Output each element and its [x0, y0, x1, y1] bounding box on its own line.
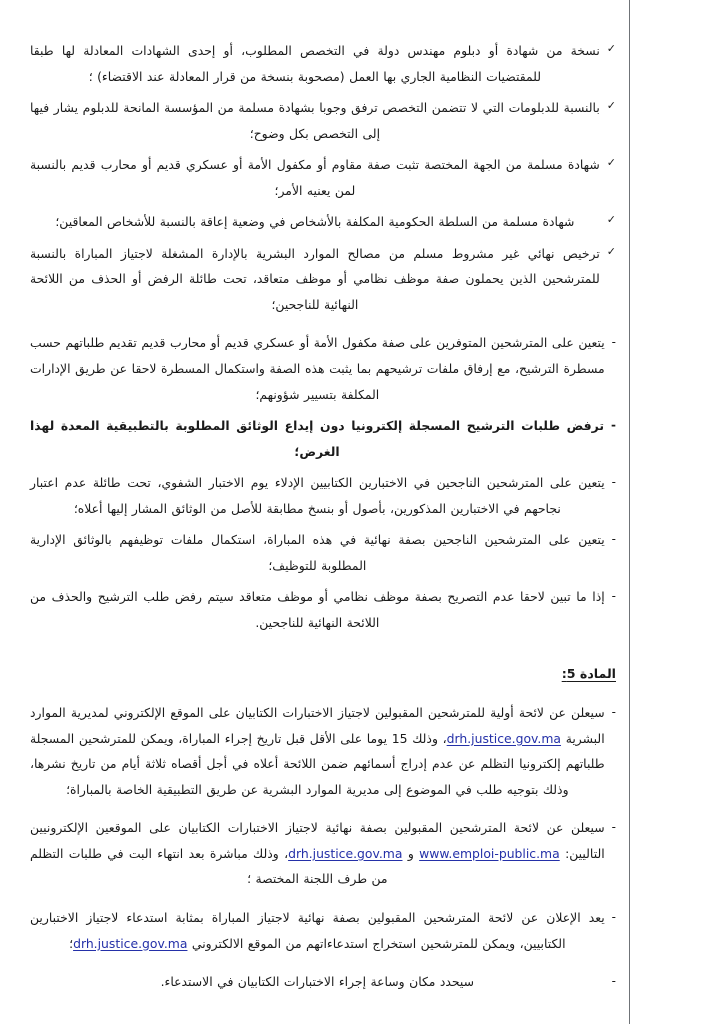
list-item — [30, 470, 616, 521]
dash-icon: - — [611, 418, 616, 433]
list-item-text: شهادة مسلمة من الجهة المختصة تثبت صفة مقاوم أو مكفول الأمة أو عسكري قديم أو محارب قديم بالنسبة لمن يعنيه الأمر؛ — [30, 157, 600, 198]
section-heading-text: المادة 5: — [561, 666, 616, 682]
external-link[interactable]: www.emploi-public.ma — [419, 845, 560, 861]
section-heading-article-5 — [30, 663, 616, 686]
article-5-item — [30, 905, 616, 956]
page-edge-rule — [629, 0, 630, 1024]
list-item-text: نسخة من شهادة أو دبلوم مهندس دولة في التخصص المطلوب، أو إحدى الشهادات المعادلة لها طبقا للمقتضيات النظامية الجاري بها العمل (مصحوبة بنسخة من قرار المعادلة عند الاقتضاء) ؛ — [30, 43, 600, 84]
check-icon: ✓ — [606, 42, 616, 55]
article-5-item-text: يعد الإعلان عن لائحة المترشحين المقبولين بصفة نهائية لاجتياز المباراة بمثابة استدعاء لاجتياز الاختبارين الكتابيين، ويمكن للمترشحين استخراج استدعاءاتهم من الموقع الالكتروني drh.justice.gov.ma؛ — [30, 905, 605, 956]
list-item-text: شهادة مسلمة من السلطة الحكومية المكلفة بالأشخاص في وضعية إعاقة بالنسبة للأشخاص المعاقين؛ — [55, 214, 575, 230]
check-icon: ✓ — [606, 99, 616, 113]
list-item — [30, 527, 616, 578]
article-5-item-text: سيحدد مكان وساعة إجراء الاختبارات الكتابيان في الاستدعاء. — [160, 974, 475, 990]
article-5-item — [30, 700, 616, 802]
list-item-text: يتعين على المترشحين الناجحين بصفة نهائية في هذه المباراة، استكمال ملفات توظيفهم بالوثائق الإدارية المطلوبة للتوظيف؛ — [30, 532, 605, 573]
list-item — [30, 95, 616, 146]
dash-icon: - — [611, 532, 616, 547]
list-item — [30, 584, 616, 635]
list-item — [30, 241, 616, 318]
article-5-item-text: سيعلن عن لائحة أولية للمترشحين المقبولين لاجتياز الاختبارات الكتابيان على الموقع الإلكتروني لمديرية الموارد البشرية drh.justice.gov.ma، وذلك 15 يوما على الأقل قبل تاريخ إجراء المباراة، ويمكن للمترشحين المسجلة طلباتهم إلكترونيا التظلم عن عدم إدراج أسمائهم ضمن اللائحة أعلاه في أجل أقصاه ثلاثة أيام من تاريخ نشرها، وذلك بتوجيه طلب في الموضوع إلى مديرية الموارد البشرية عن طريق التطبيقية الخاصة بالمباراة؛ — [30, 705, 605, 797]
article-5-item — [30, 969, 616, 995]
list-item — [30, 209, 616, 235]
list-item-text: يتعين على المترشحين الناجحين في الاختبارين الكتابيين الإدلاء يوم الاختبار الشفوي، تحت طائلة عدم اعتبار نجاحهم في الاختبارين المذكورين، بأصول أو بنسخ مطابقة للأصل من الوثائق المشار إليها أعلاه؛ — [30, 475, 605, 516]
dash-icon: - — [611, 705, 616, 720]
dash-icon: - — [611, 909, 616, 924]
dash-icon: - — [611, 475, 616, 490]
check-icon: ✓ — [606, 244, 616, 258]
check-icon: ✓ — [606, 213, 616, 227]
list-item-text: بالنسبة للدبلومات التي لا تتضمن التخصص ترفق وجوبا بشهادة مسلمة من المؤسسة المانحة للدبلوم يشار فيها إلى التخصص بكل وضوح؛ — [30, 100, 600, 141]
list-item-text: إذا ما تبين لاحقا عدم التصريح بصفة موظف نظامي أو موظف متعاقد سيتم رفض طلب الترشيح والحذف من اللائحة النهائية للناجحين. — [30, 589, 605, 630]
external-link[interactable]: drh.justice.gov.ma — [446, 730, 562, 746]
article-5-list — [30, 700, 616, 994]
list-item — [30, 413, 616, 464]
dash-icon: - — [611, 589, 616, 604]
list-item — [30, 330, 616, 407]
list-item-text: يتعين على المترشحين المتوفرين على صفة مكفول الأمة أو عسكري قديم أو محارب قديم تقديم طلباتهم حسب مسطرة الترشيح، مع إرفاق ملفات ترشيحهم بما يثبت هذه الصفة واستكمال المسطرة لاحقا عن طريق الإدارات المكلفة بتسيير شؤونهم؛ — [30, 335, 605, 402]
article-5-item — [30, 815, 616, 892]
list-item — [30, 38, 616, 89]
dash-icon: - — [611, 335, 616, 350]
dash-icon: - — [611, 820, 616, 835]
external-link[interactable]: drh.justice.gov.ma — [288, 845, 403, 861]
dash-icon: - — [611, 974, 616, 989]
requirements-list — [30, 38, 616, 635]
check-icon: ✓ — [606, 156, 616, 170]
list-item-text: ترخيص نهائي غير مشروط مسلم من مصالح الموارد البشرية بالإدارة المشغلة لاجتياز المباراة بالنسبة للمترشحين الذين يحملون صفة موظف نظامي أو موظف متعاقد، تحت طائلة الرفض أو الحذف من اللائحة النهائية للناجحين؛ — [30, 245, 600, 312]
list-item — [30, 152, 616, 203]
article-5-item-text: سيعلن عن لائحة المترشحين المقبولين بصفة نهائية لاجتياز الاختبارات الكتابيان على الموقعين الإلكترونيين التاليين: www.emploi-public.ma و drh.justice.gov.ma، وذلك مباشرة بعد انتهاء البت في طلبات التظلم من طرف اللجنة المختصة ؛ — [30, 820, 605, 887]
list-item-text: ترفض طلبات الترشيح المسجلة إلكترونيا دون إيداع الوثائق المطلوبة بالتطبيقية المعدة لهذا الغرض؛ — [30, 418, 605, 459]
external-link[interactable]: drh.justice.gov.ma — [73, 935, 188, 951]
document-content — [30, 38, 616, 1008]
